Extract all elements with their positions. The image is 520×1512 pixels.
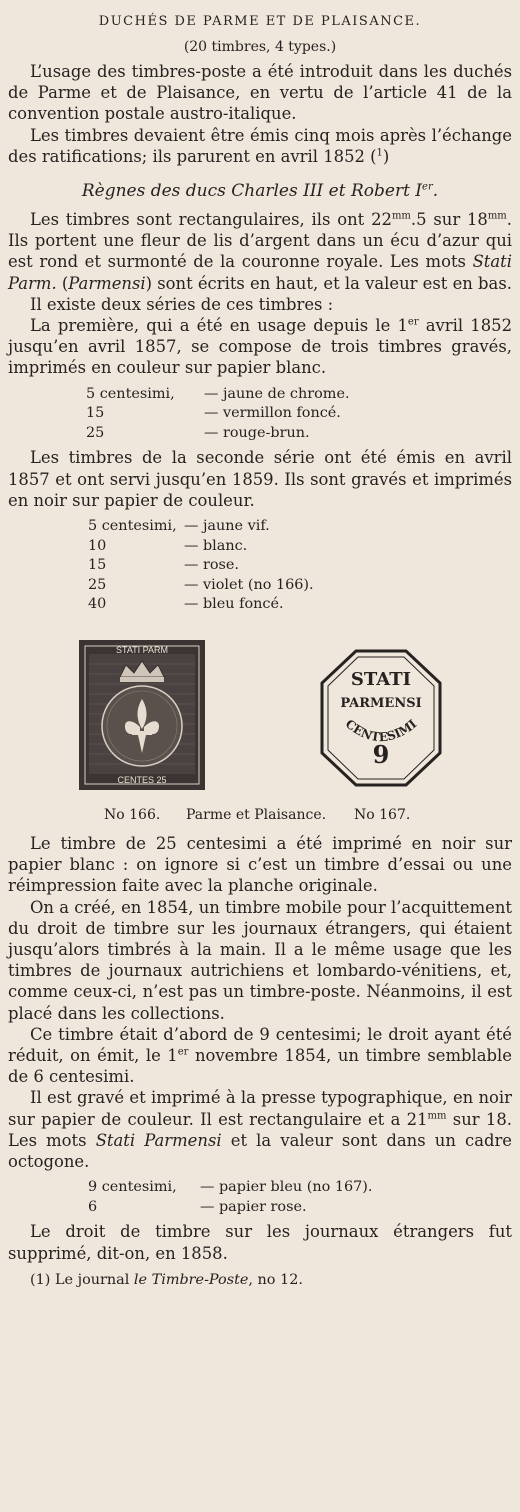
stamp-167-image [320,649,442,787]
section-title: DUCHÉS DE PARME ET DE PLAISANCE. [98,14,422,29]
list-item: 5 centesimi, — jaune vif. [88,518,270,535]
paragraph-suppression: Le droit de timbre sur les journaux étrangers fut supprimé, dit-on, en 1858. [8,1222,512,1263]
caption-center: Parme et Plaisance. [186,807,327,823]
list-item: 10 — blanc. [88,537,248,554]
paragraph-first-series: La première, qui a été en usage depuis le 1er avril 1852 jusqu’en avril 1857, se compose de trois timbres gravés, imprimés en couleur sur papier blanc. [8,316,513,378]
list-item: 15 — rose. [88,557,239,574]
list-item: 40 — bleu foncé. [88,596,284,613]
paragraph-reprint: Le timbre de 25 centesimi a été imprimé en noir sur papier blanc : on ignore si c’est un timbre d’essai ou une réimpression faite avec la planche originale. [8,834,512,896]
list-item: 25 — rouge-brun. [86,424,310,441]
paragraph-series: Il existe deux séries de ces timbres : [30,294,334,314]
list-item: 6 — papier rose. [88,1198,307,1215]
stamp-166-bottom-text: CENTES 25 [117,775,167,785]
paragraph-emission: Les timbres devaient être émis cinq mois après l’échange des ratifications; ils parurent en avril 1852 ($^1$) [8,125,512,166]
stamp-166-top-text: STATI PARM [115,645,169,655]
stamp-count: (20 timbres, 4 types.) [183,39,337,55]
stamp-167-value: 9 [372,740,390,769]
list-item: 15 — vermillon foncé. [86,405,341,422]
stamp-167-line1: STATI [350,669,412,690]
paragraph-newspaper-stamp: On a créé, en 1854, un timbre mobile pour l’acquittement du droit de timbre sur les journaux étrangers, qui étaient jusqu’alors timbrés à la main. Il a le même usage que les timbres de journaux autrichiens et lombardo-vénitiens, et, comme ceux-ci, n’est pas un timbre-poste. Néanmoins, il est placé dans les collections. [8,897,512,1023]
paragraph-introduction: L’usage des timbres-poste a été introduit dans les duchés de Parme et de Plaisance, en vertu de l’article 41 de la convention postale austro-italique. [8,62,512,124]
second-series-list [8,517,512,615]
list-item: 25 — violet (no 166). [88,576,314,593]
reign-heading: Règnes des ducs Charles III et Robert Ier. [81,181,439,202]
stamp-167-arc: CENTESIMI [342,716,420,745]
paragraph-nine-centesimi: Ce timbre était d’abord de 9 centesimi; le droit ayant été réduit, on émit, le 1er novembre 1854, un timbre semblable de 6 centesimi. [8,1024,512,1087]
list-item: 5 centesimi, — jaune de chrome. [86,385,350,402]
paragraph-description: Les timbres sont rectangulaires, ils ont $22^{mm}.5$ sur $18^{mm}$. Ils portent une fleur de lis d’argent dans un écu d’azur qui est rond et surmonté de la couronne royale. Les mots Stati Parm. (Parmensi) sont écrits en haut, et la valeur est en bas. [8,210,513,293]
stamp-166-image [78,639,206,791]
first-series-list [8,385,512,444]
caption-left: No 166. [104,807,161,823]
caption-right: No 167. [354,807,411,823]
stamp-illustrations [8,639,512,807]
illustration-caption [8,807,512,833]
stamp-167-line2: PARMENSI [340,696,422,711]
list-item: 9 centesimi, — papier bleu (no 167). [88,1179,373,1196]
newspaper-stamp-list [8,1178,512,1217]
paragraph-printing: Il est gravé et imprimé à la presse typographique, en noir sur papier de couleur. Il est rectangulaire et a $21^{mm}$ sur 18. Les mots Stati Parmensi et la valeur sont dans un cadre octogone. [8,1088,512,1172]
footnote: (1) Le journal le Timbre-Poste, no 12. [30,1271,303,1288]
footnote-ref: 1 [376,147,383,159]
paragraph-second-series: Les timbres de la seconde série ont été émis en avril 1857 et ont servi jusqu’en 1859. Ils sont gravés et imprimés en noir sur papier de couleur. [8,448,512,510]
